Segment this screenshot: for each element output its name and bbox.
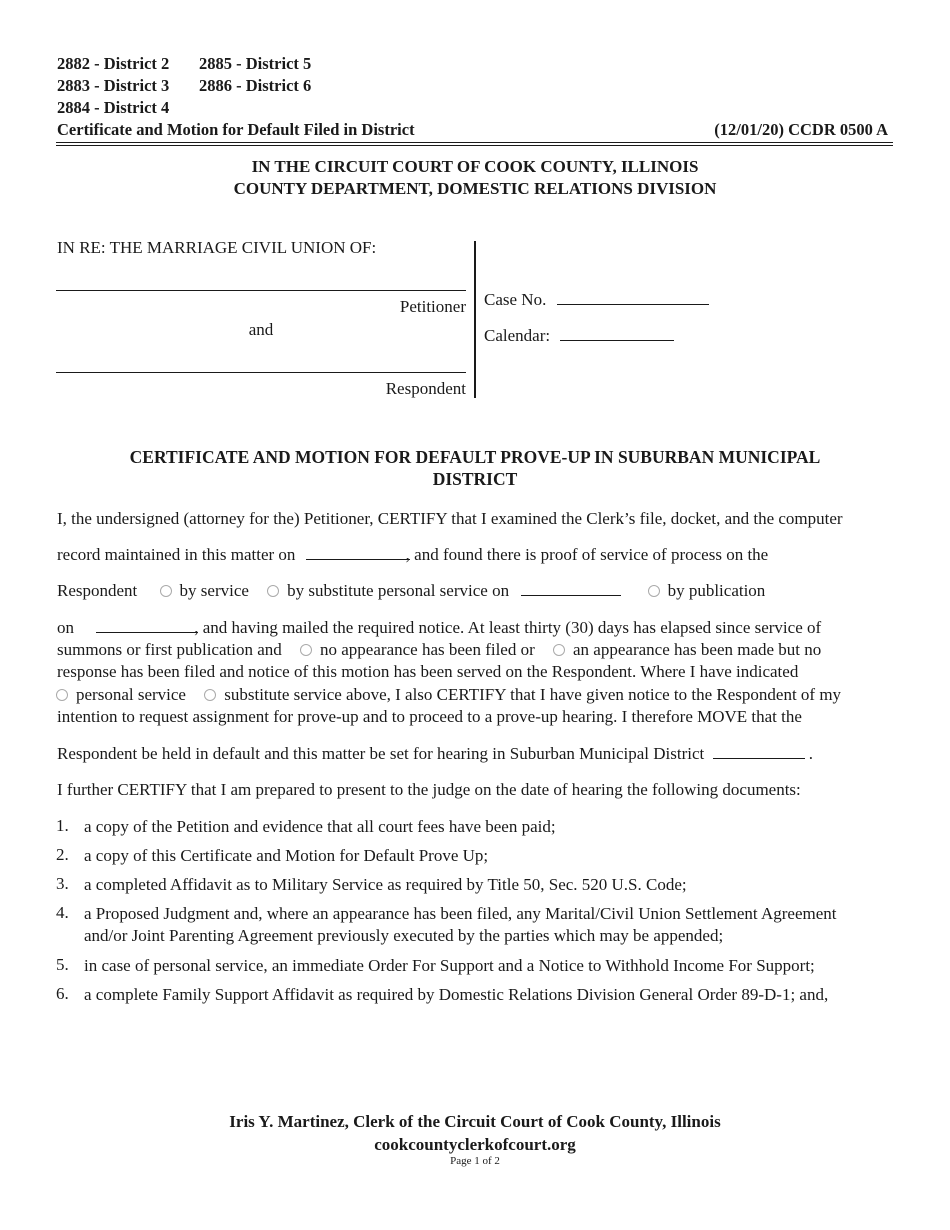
case-number-field[interactable] <box>557 290 709 305</box>
list-item-text: a Proposed Judgment and, where an appearance has been filed, any Marital/Civil Union Settlement Agreement <box>84 904 837 923</box>
appearance-made-radio[interactable] <box>553 644 565 656</box>
by-service-radio[interactable] <box>160 585 172 597</box>
district-2883: 2883 - District 3 <box>57 76 170 95</box>
list-item-number: 4. <box>56 903 69 922</box>
personal-service-label: personal service <box>76 685 186 704</box>
substitute-notice-radio[interactable] <box>204 689 216 701</box>
clerk-website: cookcountyclerkofcourt.org <box>374 1135 576 1154</box>
substitute-service-radio[interactable] <box>267 585 279 597</box>
appearance-made-label: an appearance has been made but no <box>573 640 822 659</box>
by-publication-radio[interactable] <box>648 585 660 597</box>
district-2885: 2885 - District 5 <box>199 54 312 73</box>
calendar-label: Calendar: <box>484 326 551 345</box>
mailed-notice-text: , and having mailed the required notice. At least thirty (30) days has elapsed since service of <box>194 618 822 637</box>
respondent-text: Respondent <box>57 581 138 600</box>
district-field[interactable] <box>713 744 805 759</box>
service-options-row <box>57 580 765 602</box>
list-item-text: a completed Affidavit as to Military Service as required by Title 50, Sec. 520 U.S. Code; <box>84 875 687 894</box>
respondent-name-line[interactable] <box>56 372 466 373</box>
list-item-text: a copy of this Certificate and Motion for Default Prove Up; <box>84 846 489 865</box>
no-appearance-label: no appearance has been filed or <box>320 640 535 659</box>
certify-paragraph-line1: I, the undersigned (attorney for the) Petitioner, CERTIFY that I examined the Clerk’s file, docket, and the computer <box>57 509 843 528</box>
case-number-row <box>484 289 709 311</box>
default-motion-text: Respondent be held in default and this matter be set for hearing in Suburban Municipal District <box>57 744 705 763</box>
substitute-notice-label: substitute service above, I also CERTIFY that I have given notice to the Respondent of my <box>224 685 842 704</box>
substitute-service-label: by substitute personal service on <box>287 581 510 600</box>
clerk-name: Iris Y. Martinez, Clerk of the Circuit Court of Cook County, Illinois <box>229 1112 721 1131</box>
petitioner-label: Petitioner <box>399 297 466 316</box>
list-item-number: 6. <box>56 984 69 1003</box>
district-2882: 2882 - District 2 <box>57 54 170 73</box>
calendar-row <box>484 325 674 347</box>
record-text: record maintained in this matter on <box>57 545 296 564</box>
no-appearance-radio[interactable] <box>300 644 312 656</box>
default-motion-row <box>57 743 813 765</box>
notice-options-row <box>56 684 841 706</box>
form-code: (12/01/20) CCDR 0500 A <box>714 120 888 139</box>
header-rule-top <box>56 142 893 143</box>
response-text-line: response has been filed and notice of this motion has been served on the Respondent. Where I have indicated <box>57 662 799 681</box>
proof-text: , and found there is proof of service of process on the <box>405 545 769 564</box>
list-item-text: a copy of the Petition and evidence that all court fees have been paid; <box>84 817 556 836</box>
personal-service-radio[interactable] <box>56 689 68 701</box>
page-number: Page 1 of 2 <box>450 1155 500 1167</box>
petitioner-name-line[interactable] <box>56 290 466 291</box>
caption-divider <box>474 241 476 398</box>
list-item-number: 5. <box>56 955 69 974</box>
documents-intro: I further CERTIFY that I am prepared to present to the judge on the date of hearing the following documents: <box>57 780 801 799</box>
case-number-label: Case No. <box>484 290 547 309</box>
district-2884: 2884 - District 4 <box>57 98 170 117</box>
in-re-label: IN RE: THE MARRIAGE CIVIL UNION OF: <box>57 238 377 257</box>
appearance-options-row <box>57 639 821 661</box>
list-item-text: in case of personal service, an immediate Order For Support and a Notice to Withhold Income For Support; <box>84 956 815 975</box>
motion-title-line2: DISTRICT <box>432 469 518 489</box>
court-name: IN THE CIRCUIT COURT OF COOK COUNTY, ILLINOIS <box>251 157 699 176</box>
list-item-text-continued: and/or Joint Parenting Agreement previously executed by the parties which may be appended; <box>84 926 724 945</box>
substitute-date-field[interactable] <box>521 581 621 596</box>
district-2886: 2886 - District 6 <box>199 76 312 95</box>
header-rule-bottom <box>56 145 893 146</box>
list-item-number: 2. <box>56 845 69 864</box>
list-item-text: a complete Family Support Affidavit as required by Domestic Relations Division General Order 89-D-1; and, <box>84 985 829 1004</box>
prove-up-intention-line: intention to request assignment for prove-up and to proceed to a prove-up hearing. I therefore MOVE that the <box>57 707 802 726</box>
list-item-number: 1. <box>56 816 69 835</box>
period: . <box>808 744 814 763</box>
calendar-field[interactable] <box>560 326 674 341</box>
form-title: Certificate and Motion for Default Filed in District <box>57 120 415 139</box>
publication-date-field[interactable] <box>96 618 198 633</box>
record-date-field[interactable] <box>306 545 410 560</box>
motion-title-line1: CERTIFICATE AND MOTION FOR DEFAULT PROVE-UP IN SUBURBAN MUNICIPAL <box>129 447 821 467</box>
on-text: on <box>57 618 74 637</box>
list-item-number: 3. <box>56 874 69 893</box>
by-service-label: by service <box>179 581 249 600</box>
and-label: and <box>248 320 274 339</box>
summons-text: summons or first publication and <box>57 640 282 659</box>
certify-paragraph-line2 <box>57 544 768 566</box>
respondent-label: Respondent <box>385 379 466 398</box>
by-publication-label: by publication <box>667 581 766 600</box>
publication-date-row <box>57 617 821 639</box>
court-division: COUNTY DEPARTMENT, DOMESTIC RELATIONS DIVISION <box>233 179 717 198</box>
